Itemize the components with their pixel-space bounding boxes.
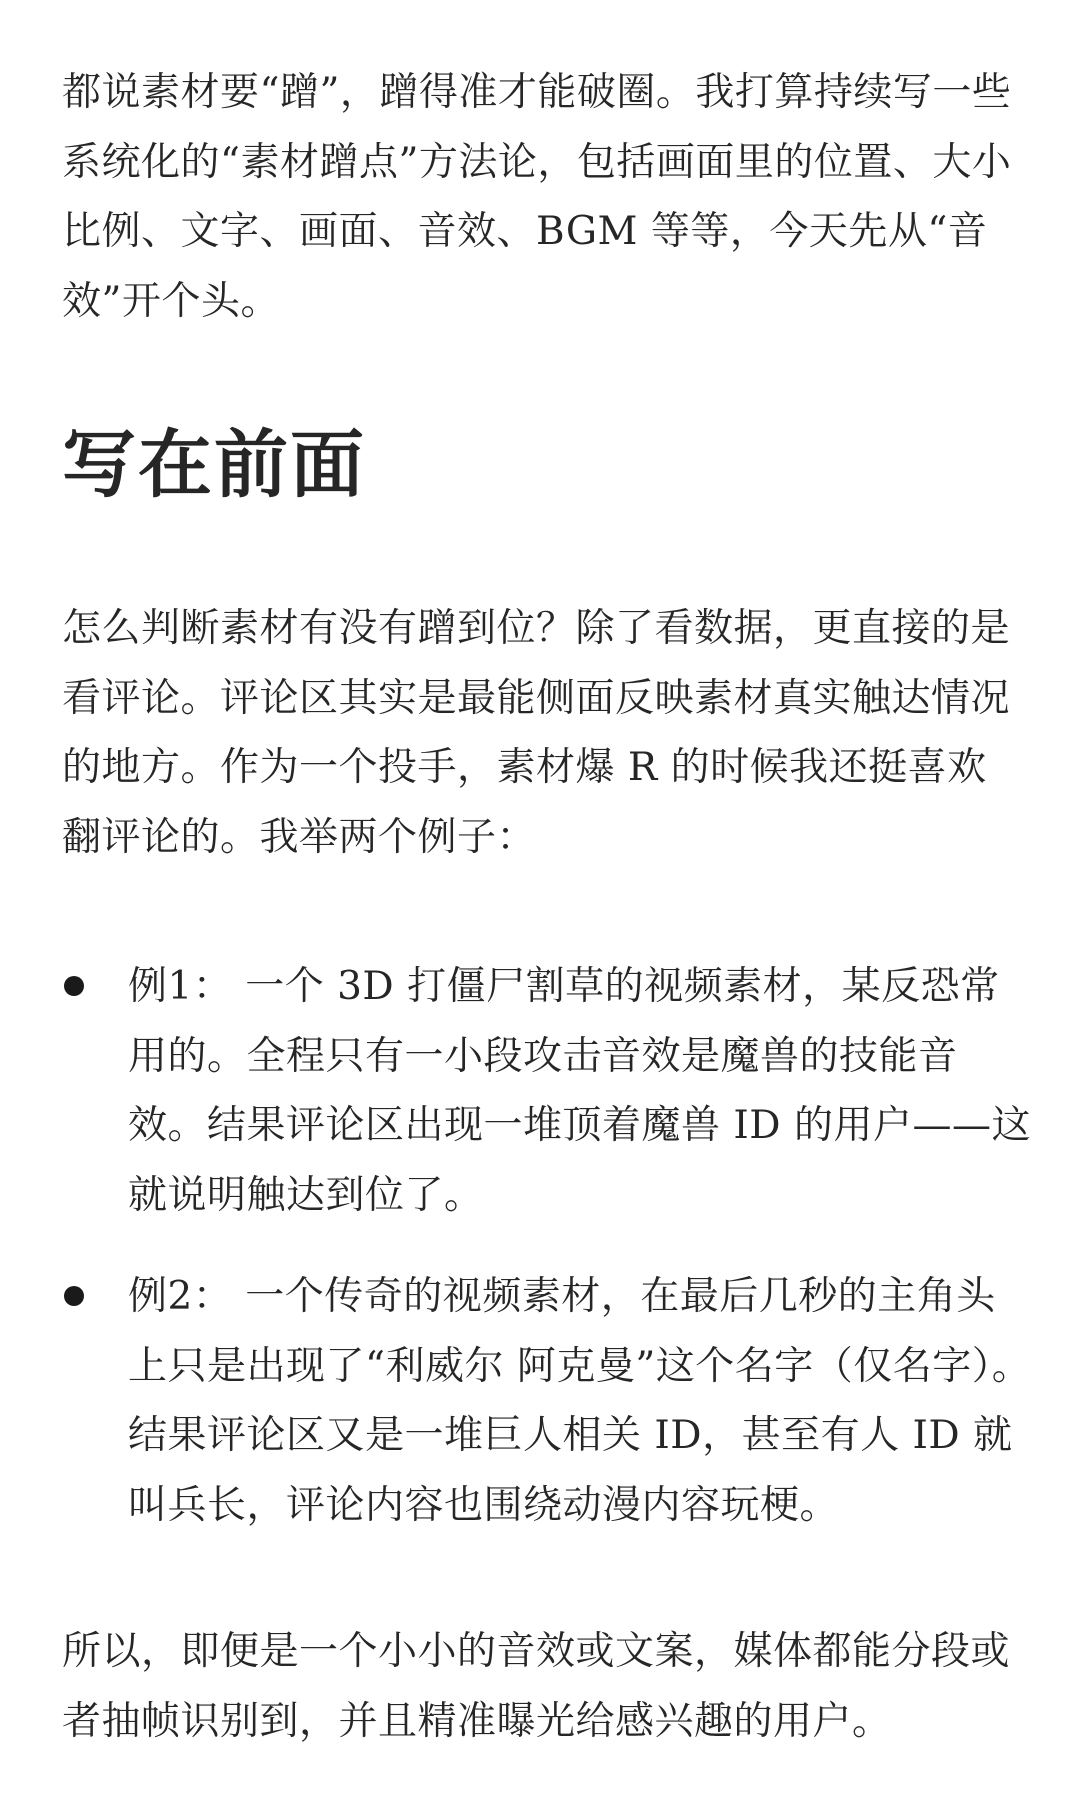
bullet-icon <box>64 976 84 996</box>
intro-paragraph: 都说素材要“蹭”，蹭得准才能破圈。我打算持续写一些系统化的“素材蹭点”方法论，包括画面里的位置、大小比例、文字、画面、音效、BGM 等等，今天先从“音效”开个头。 <box>62 70 1012 324</box>
list-item-text: 例1： 一个 3D 打僵尸割草的视频素材，某反恐常用的。全程只有一小段攻击音效是魔兽的技能音效。结果评论区出现一堆顶着魔兽 ID 的用户——这就说明触达到位了。 <box>128 964 1031 1218</box>
list-item-example-2 <box>62 1262 1032 1540</box>
examples-list <box>62 952 1032 1572</box>
article-body <box>62 58 1032 1744</box>
list-item-example-1 <box>62 952 1032 1230</box>
body-paragraph: 怎么判断素材有没有蹭到位？除了看数据，更直接的是看评论。评论区其实是最能侧面反映素材真实触达情况的地方。作为一个投手，素材爆 R 的时候我还挺喜欢翻评论的。我举两个例子： <box>62 606 1011 860</box>
list-item-text: 例2： 一个传奇的视频素材，在最后几秒的主角头上只是出现了“利威尔 阿克曼”这个名字（仅名字）。结果评论区又是一堆巨人相关 ID，甚至有人 ID 就叫兵长，评论内容也围绕动漫内容玩梗。 <box>128 1274 1032 1528</box>
conclusion-paragraph: 所以，即便是一个小小的音效或文案，媒体都能分段或者抽帧识别到，并且精准曝光给感兴趣的用户。 <box>62 1629 1011 1744</box>
section-heading: 写在前面 <box>62 422 366 508</box>
bullet-icon <box>64 1286 84 1306</box>
